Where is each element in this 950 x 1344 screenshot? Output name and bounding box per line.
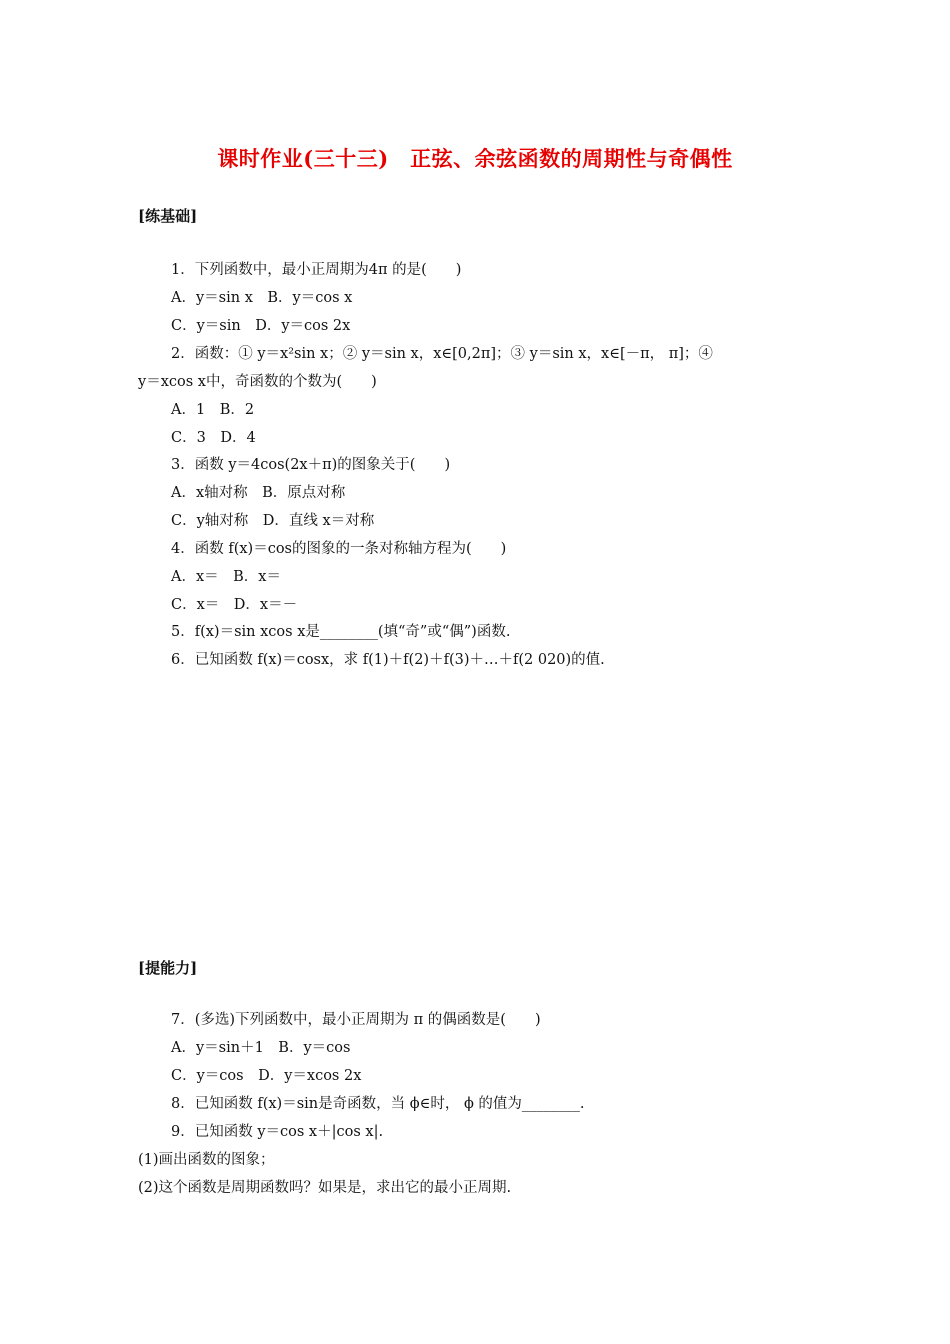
question-2-options-cd: C．3 D．4 xyxy=(171,430,256,446)
question-4-options-ab: A．x＝ B．x＝ xyxy=(171,569,281,585)
question-3-options-cd: C．y轴对称 D．直线 x＝对称 xyxy=(171,513,375,529)
question-4: 4．函数 f(x)＝cos的图象的一条对称轴方程为( ) xyxy=(171,541,507,557)
question-2-options-ab: A．1 B．2 xyxy=(171,402,255,418)
question-3: 3．函数 y＝4cos(2x＋π)的图象关于( ) xyxy=(171,457,451,473)
question-2: 2．函数：① y＝x²sin x；② y＝sin x，x∈[0,2π]；③ y＝sin x，x∈[－π， π]；④ xyxy=(171,346,713,362)
question-4-options-cd: C．x＝ D．x＝－ xyxy=(171,597,298,613)
question-5: 5．f(x)＝sin xcos x是________(填“奇”或“偶”)函数. xyxy=(171,624,511,640)
page-title: 课时作业(三十三) 正弦、余弦函数的周期性与奇偶性 xyxy=(217,146,733,171)
question-8: 8．已知函数 f(x)＝sin是奇函数，当 ϕ∈时， ϕ 的值为________. xyxy=(171,1096,585,1112)
question-9-part-2: (2)这个函数是周期函数吗？如果是，求出它的最小正周期. xyxy=(138,1180,512,1196)
question-6: 6．已知函数 f(x)＝cosx，求 f(1)＋f(2)＋f(3)＋…＋f(2 020)的值. xyxy=(171,652,605,668)
question-7-options-ab: A．y＝sin＋1 B．y＝cos xyxy=(171,1040,351,1056)
section-advanced-heading: [提能力] xyxy=(138,959,198,977)
question-1-options-cd: C．y＝sin D．y＝cos 2x xyxy=(171,318,351,334)
question-7-options-cd: C．y＝cos D．y＝xcos 2x xyxy=(171,1068,362,1084)
section-basic-heading: [练基础] xyxy=(138,207,198,225)
question-1-options-ab: A．y＝sin x B．y＝cos x xyxy=(171,290,353,306)
question-2-continued: y＝xcos x中，奇函数的个数为( ) xyxy=(138,374,377,390)
question-3-options-ab: A．x轴对称 B．原点对称 xyxy=(171,485,346,501)
question-9-part-1: (1)画出函数的图象； xyxy=(138,1152,275,1168)
question-1: 1．下列函数中，最小正周期为4π 的是( ) xyxy=(171,262,462,278)
question-7: 7．(多选)下列函数中，最小正周期为 π 的偶函数是( ) xyxy=(171,1012,541,1028)
question-9: 9．已知函数 y＝cos x＋|cos x|. xyxy=(171,1124,384,1140)
